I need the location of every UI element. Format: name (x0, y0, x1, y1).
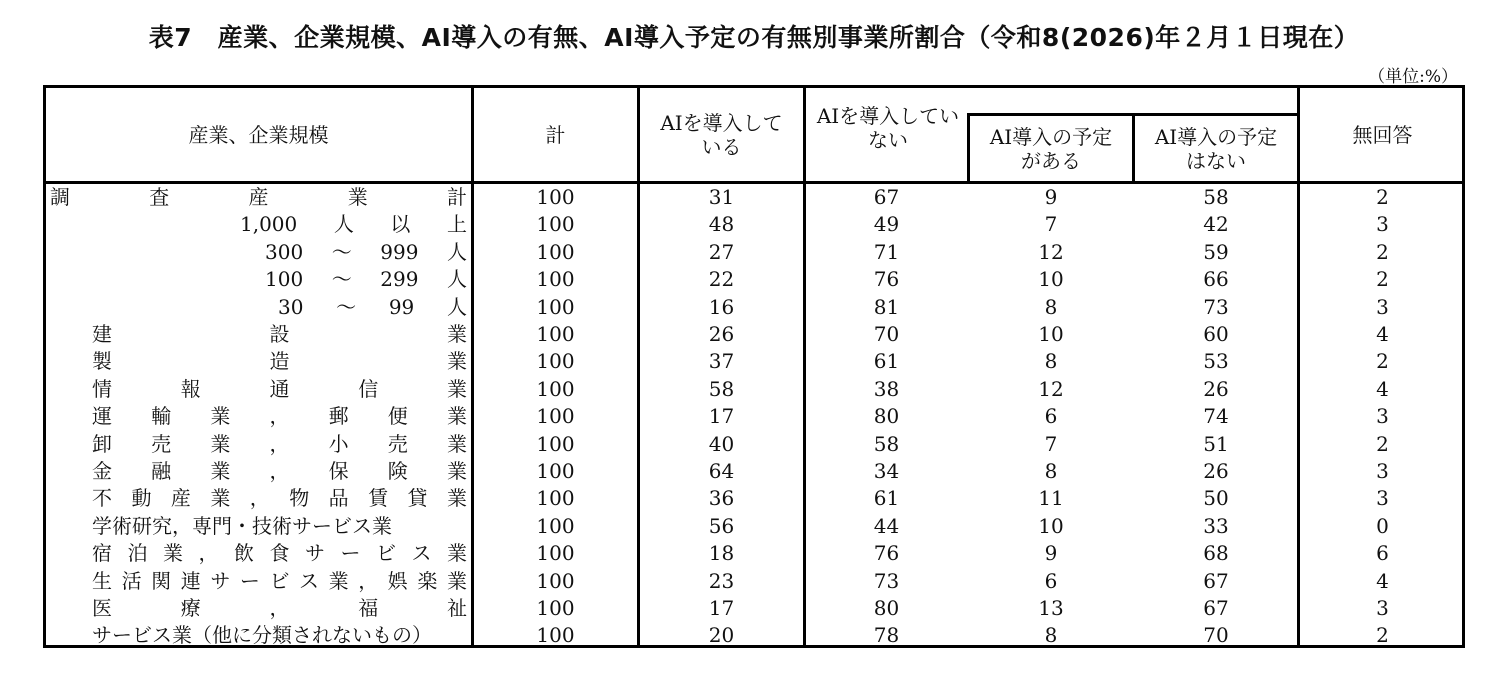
row-label (46, 376, 471, 403)
row-label-part: 999 (380, 239, 419, 264)
table-row (46, 321, 1462, 348)
cell-plan-yes: 8 (1044, 349, 1058, 374)
row-label (46, 595, 471, 622)
row-label-part: ， (249, 486, 270, 511)
header-ai-not-adopted (803, 104, 973, 154)
cell-plan-yes: 7 (1044, 431, 1058, 456)
cell-adopted: 27 (708, 239, 735, 264)
cell-not-adopted: 73 (873, 568, 900, 593)
row-label-part: 連 (180, 568, 201, 593)
row-label-part: 業 (347, 185, 368, 209)
row-label-part: 動 (131, 486, 152, 511)
cell-no-answer: 2 (1376, 623, 1389, 648)
row-label-part: ～ (331, 267, 352, 292)
cell-no-answer: 2 (1376, 239, 1389, 264)
row-label-part: 100 (265, 267, 304, 292)
cell-no-answer: 0 (1376, 513, 1389, 538)
cell-adopted: 23 (708, 568, 735, 593)
table-row (46, 540, 1462, 567)
row-label-part: 査 (149, 185, 170, 209)
cell-not-adopted: 44 (873, 513, 900, 538)
row-label-part: 業 (210, 459, 231, 483)
row-label-part: 計 (447, 185, 467, 209)
table-row (46, 485, 1462, 512)
row-label-part: 人 (446, 267, 467, 292)
cell-adopted: 31 (708, 185, 735, 209)
cell-plan-yes: 8 (1044, 459, 1058, 483)
cell-plan-no: 67 (1203, 596, 1229, 620)
cell-plan-no: 66 (1203, 267, 1229, 292)
cell-no-answer: 4 (1376, 376, 1389, 401)
row-label-part: ， (269, 404, 290, 429)
cell-not-adopted: 67 (873, 185, 900, 209)
cell-plan-yes: 6 (1044, 404, 1058, 429)
cell-plan-no: 70 (1203, 623, 1229, 648)
row-label-part: 人 (333, 212, 354, 237)
row-label-part: 賃 (368, 486, 389, 511)
row-label-part: 99 (388, 294, 415, 319)
cell-no-answer: 2 (1376, 185, 1389, 209)
cell-no-answer: 3 (1376, 212, 1389, 237)
row-label-part: 業 (446, 568, 467, 593)
cell-plan-yes: 8 (1044, 294, 1058, 319)
row-label-part: 業 (446, 459, 467, 483)
row-label-part: 業 (447, 322, 467, 346)
row-label-part: 売 (387, 431, 408, 456)
row-label-part: 医 (92, 596, 112, 620)
cell-no-answer: 3 (1376, 294, 1389, 319)
row-label-part: ビ (376, 541, 396, 566)
cell-plan-no: 26 (1203, 459, 1229, 483)
row-label-part: 関 (151, 568, 172, 593)
row-label-part: ー (340, 541, 361, 566)
cell-total: 100 (536, 349, 575, 374)
row-label (46, 321, 471, 348)
row-label-part: 人 (446, 239, 467, 264)
cell-not-adopted: 38 (873, 376, 900, 401)
row-label-part: 食 (269, 541, 290, 566)
table-row (46, 294, 1462, 321)
row-label-part: サ (305, 541, 325, 566)
cell-total: 100 (536, 568, 575, 593)
row-label (46, 403, 471, 430)
header-total-label: 計 (545, 122, 566, 147)
row-label-part: 売 (151, 431, 172, 456)
cell-plan-no: 73 (1203, 294, 1229, 319)
cell-plan-no: 42 (1203, 212, 1229, 237)
header-plan-yes-line2: がある (1021, 148, 1081, 173)
cell-no-answer: 4 (1376, 322, 1389, 346)
row-label-part: 1,000 (240, 212, 298, 237)
row-label-part: 業 (328, 568, 349, 593)
cell-total: 100 (536, 294, 575, 319)
row-label-part: 活 (121, 568, 142, 593)
row-label-part: 卸 (92, 431, 112, 456)
row-label-part: ， (269, 596, 290, 620)
row-label-part: 輸 (151, 404, 172, 429)
row-label-part: 業 (163, 541, 183, 566)
cell-total: 100 (536, 459, 575, 483)
row-label-part: 造 (269, 349, 290, 374)
cell-adopted: 26 (708, 322, 735, 346)
row-label-part: 通 (269, 376, 290, 401)
row-label-part: 福 (358, 596, 379, 620)
table-row (46, 458, 1462, 485)
row-label-part: 業 (210, 431, 231, 456)
row-label-part: 業 (446, 431, 467, 456)
header-no-answer (1300, 88, 1465, 181)
cell-plan-yes: 12 (1038, 239, 1064, 264)
row-label-part: 業 (447, 376, 467, 401)
row-label (46, 485, 471, 512)
row-label-part: 業 (446, 486, 467, 511)
cell-adopted: 48 (708, 212, 735, 237)
cell-plan-no: 74 (1203, 404, 1229, 429)
cell-plan-no: 67 (1203, 568, 1229, 593)
cell-adopted: 18 (708, 541, 735, 566)
cell-no-answer: 3 (1376, 404, 1389, 429)
row-label (46, 294, 471, 321)
cell-adopted: 20 (708, 623, 735, 648)
row-label-part: ～ (336, 294, 357, 319)
cell-not-adopted: 80 (873, 596, 900, 620)
header-plan-no (1135, 116, 1297, 181)
cell-total: 100 (536, 486, 575, 511)
header-plan-no-line1: AI導入の予定 (1154, 124, 1278, 149)
cell-plan-no: 53 (1203, 349, 1229, 374)
header-total (474, 88, 637, 181)
cell-no-answer: 3 (1376, 486, 1389, 511)
row-label-part: 品 (328, 486, 349, 511)
row-label-part: 運 (92, 404, 112, 429)
cell-adopted: 64 (708, 459, 735, 483)
cell-no-answer: 2 (1376, 349, 1389, 374)
row-label-part: 生 (92, 568, 112, 593)
row-label (46, 540, 471, 567)
row-label-part: ～ (331, 239, 352, 264)
row-label-part: 不 (92, 486, 112, 511)
row-label-part: 信 (358, 376, 379, 401)
row-label-part: 30 (278, 294, 304, 319)
row-label-part: 製 (92, 349, 112, 374)
header-no-answer-label: 無回答 (1352, 122, 1413, 147)
unit-label: （単位:%） (1368, 67, 1458, 87)
header-plan-yes-line1: AI導入の予定 (989, 124, 1113, 149)
header-plan-yes (970, 116, 1132, 181)
row-label-part: 産 (170, 486, 191, 511)
cell-no-answer: 6 (1376, 541, 1389, 566)
row-label-part: 人 (446, 294, 467, 319)
row-label (46, 266, 471, 293)
cell-total: 100 (536, 212, 575, 237)
cell-adopted: 36 (708, 486, 735, 511)
row-label-part: ， (358, 568, 379, 593)
header-ai-adopted-line1: AIを導入して (660, 110, 783, 135)
cell-adopted: 17 (708, 596, 735, 620)
cell-not-adopted: 76 (873, 267, 900, 292)
cell-not-adopted: 61 (873, 349, 900, 374)
cell-plan-yes: 8 (1044, 623, 1058, 648)
cell-not-adopted: 78 (873, 623, 900, 648)
cell-plan-yes: 6 (1044, 568, 1058, 593)
row-label-part: 楽 (417, 568, 438, 593)
cell-total: 100 (536, 596, 575, 620)
row-label-part: ， (198, 541, 219, 566)
header-ai-not-adopted-line2: ない (868, 128, 908, 152)
table-row (46, 184, 1462, 211)
row-label-part: 金 (92, 459, 112, 483)
cell-not-adopted: 34 (873, 459, 900, 483)
row-label-part: ス (411, 541, 432, 566)
row-label (46, 184, 471, 211)
row-label-part: ， (269, 459, 290, 483)
cell-plan-no: 60 (1203, 322, 1229, 346)
cell-plan-no: 58 (1203, 185, 1229, 209)
cell-not-adopted: 76 (873, 541, 900, 566)
data-table (43, 85, 1465, 648)
cell-no-answer: 3 (1376, 596, 1389, 620)
cell-adopted: 16 (708, 294, 735, 319)
row-label-part: 物 (289, 486, 310, 511)
row-label-part: 小 (328, 431, 349, 456)
row-label-part: 以 (390, 212, 411, 237)
cell-total: 100 (536, 404, 575, 429)
row-label-part: 設 (269, 322, 290, 346)
row-label-part: ー (239, 568, 260, 593)
row-label-part: 学術研究，専門・技術サービス業 (92, 513, 392, 538)
cell-plan-yes: 7 (1044, 212, 1058, 237)
row-label-part: 保 (328, 459, 349, 483)
table-row (46, 595, 1462, 622)
row-label-part: ， (269, 431, 290, 456)
row-label-part: 飲 (234, 541, 254, 566)
header-ai-adopted (640, 88, 803, 181)
cell-plan-no: 59 (1203, 239, 1229, 264)
row-label-part: 産 (248, 185, 269, 209)
row-label-part: 上 (447, 212, 467, 237)
header-industry-label: 産業、企業規模 (188, 122, 329, 147)
row-label-part: 建 (92, 322, 112, 346)
table-title: 表7 産業、企業規模、AI導入の有無、AI導入予定の有無別事業所割合（令和8(2026)年２月１日現在） (148, 23, 1360, 52)
row-label-part: 業 (210, 486, 231, 511)
row-label-part: サービス業（他に分類されないもの） (92, 623, 432, 648)
table-row (46, 568, 1462, 595)
table-row (46, 513, 1462, 540)
cell-not-adopted: 70 (873, 322, 900, 346)
table-row (46, 403, 1462, 430)
cell-plan-yes: 13 (1038, 596, 1064, 620)
cell-adopted: 40 (708, 431, 735, 456)
row-label-part: 報 (180, 376, 201, 401)
header-plan-no-line2: はない (1186, 148, 1246, 173)
cell-plan-no: 68 (1203, 541, 1229, 566)
table-row (46, 431, 1462, 458)
row-label-part: 業 (447, 541, 467, 566)
row-label-part: 療 (180, 596, 201, 620)
cell-adopted: 37 (708, 349, 735, 374)
cell-adopted: 58 (708, 376, 735, 401)
table-row (46, 211, 1462, 238)
cell-plan-yes: 12 (1038, 376, 1064, 401)
cell-plan-yes: 10 (1038, 322, 1064, 346)
row-label-part: 貸 (407, 486, 428, 511)
row-label-part: ビ (269, 568, 290, 593)
row-label-part: 調 (50, 185, 70, 209)
row-label-part: 情 (92, 376, 112, 401)
row-label (46, 211, 471, 238)
table-row (46, 266, 1462, 293)
row-label (46, 568, 471, 595)
cell-total: 100 (536, 185, 575, 209)
cell-total: 100 (536, 431, 575, 456)
cell-total: 100 (536, 623, 575, 648)
cell-plan-yes: 9 (1044, 185, 1058, 209)
row-label (46, 458, 471, 485)
row-label-part: 業 (447, 349, 467, 374)
row-label (46, 348, 471, 375)
cell-not-adopted: 58 (873, 431, 900, 456)
row-label-part: 宿 (92, 541, 112, 566)
row-label-part: 299 (380, 267, 419, 292)
row-label-part: 業 (210, 404, 231, 429)
row-label-part: 泊 (127, 541, 148, 566)
table-row (46, 376, 1462, 403)
row-label (46, 622, 471, 649)
cell-not-adopted: 49 (873, 212, 900, 237)
cell-plan-no: 33 (1203, 513, 1229, 538)
cell-not-adopted: 81 (873, 294, 900, 319)
row-label (46, 431, 471, 458)
cell-no-answer: 2 (1376, 267, 1389, 292)
cell-plan-yes: 10 (1038, 267, 1064, 292)
table-row (46, 348, 1462, 375)
row-label-part: サ (210, 568, 231, 593)
row-label-part: ス (299, 568, 320, 593)
row-label-part: 300 (265, 239, 304, 264)
table-row (46, 239, 1462, 266)
cell-total: 100 (536, 376, 575, 401)
cell-no-answer: 2 (1376, 431, 1389, 456)
cell-plan-no: 51 (1203, 431, 1229, 456)
row-label (46, 239, 471, 266)
header-ai-not-adopted-line1: AIを導入してい (816, 104, 960, 128)
row-label-part: 険 (387, 459, 408, 483)
row-label-part: 便 (387, 404, 408, 429)
cell-not-adopted: 80 (873, 404, 900, 429)
cell-total: 100 (536, 267, 575, 292)
cell-plan-no: 50 (1203, 486, 1229, 511)
row-label (46, 513, 471, 540)
cell-total: 100 (536, 239, 575, 264)
cell-total: 100 (536, 541, 575, 566)
cell-adopted: 22 (708, 267, 735, 292)
cell-adopted: 56 (708, 513, 735, 538)
cell-total: 100 (536, 322, 575, 346)
cell-plan-yes: 10 (1038, 513, 1064, 538)
cell-not-adopted: 71 (873, 239, 900, 264)
row-label-part: 業 (446, 404, 467, 429)
cell-no-answer: 3 (1376, 459, 1389, 483)
row-label-part: 融 (151, 459, 172, 483)
cell-plan-yes: 11 (1038, 486, 1064, 511)
row-label-part: 郵 (328, 404, 349, 429)
cell-total: 100 (536, 513, 575, 538)
cell-plan-no: 26 (1203, 376, 1229, 401)
table-row (46, 622, 1462, 649)
row-label-part: 祉 (447, 596, 467, 620)
header-ai-adopted-line2: いる (701, 134, 742, 159)
row-label-part: 娯 (387, 568, 408, 593)
cell-plan-yes: 9 (1044, 541, 1058, 566)
header-industry (46, 88, 471, 181)
cell-no-answer: 4 (1376, 568, 1389, 593)
cell-not-adopted: 61 (873, 486, 900, 511)
cell-adopted: 17 (708, 404, 735, 429)
